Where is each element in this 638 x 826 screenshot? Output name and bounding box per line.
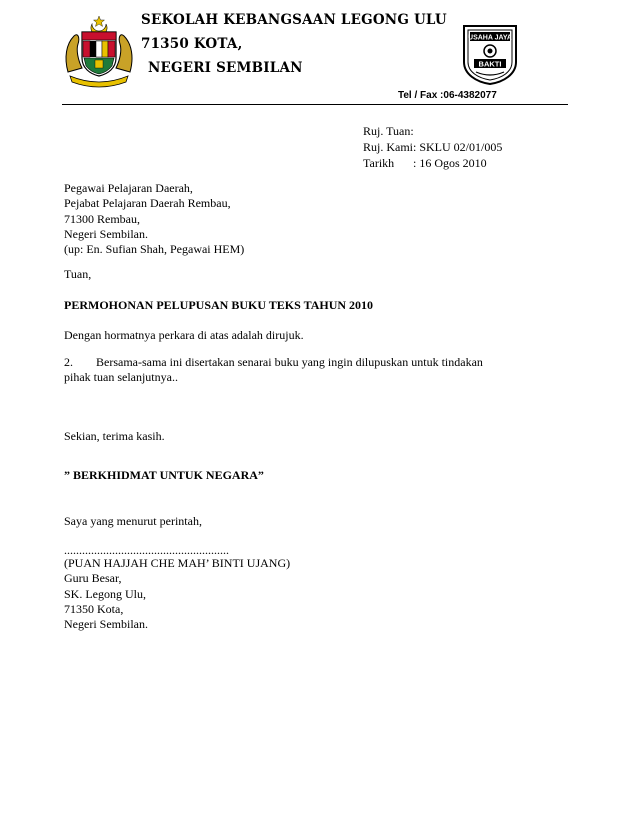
- recipient-line: 71300 Rembau,: [64, 211, 140, 226]
- paragraph-2-line-1: Bersama-sama ini disertakan senarai buku yang ingin dilupuskan untuk tindakan: [96, 355, 483, 369]
- contact-number: Tel / Fax :06-4382077: [398, 90, 497, 101]
- ref-date: [363, 156, 487, 171]
- recipient-line: Pejabat Pelajaran Daerah Rembau,: [64, 196, 231, 211]
- recipient-block: [64, 181, 244, 257]
- motto: ” BERKHIDMAT UNTUK NEGARA”: [64, 468, 264, 482]
- paragraph-1: Dengan hormatnya perkara di atas adalah dirujuk.: [64, 328, 304, 342]
- signatory-name: (PUAN HAJJAH CHE MAH’ BINTI UJANG): [64, 556, 291, 570]
- ref-your: Ruj. Tuan:: [363, 124, 414, 138]
- signature-block: [64, 544, 290, 632]
- paragraph-2: [64, 355, 483, 386]
- badge-motto-top: USAHA JAYA: [468, 34, 512, 42]
- letterhead-divider: [62, 104, 568, 105]
- sign-off: Saya yang menurut perintah,: [64, 514, 202, 528]
- closing: Sekian, terima kasih.: [64, 429, 165, 443]
- signatory-state: Negeri Sembilan.: [64, 617, 148, 632]
- coat-of-arms-logo: [62, 14, 136, 88]
- badge-motto-bottom: BAKTI: [478, 59, 502, 69]
- signatory-school: SK. Legong Ulu,: [64, 586, 146, 601]
- signatory-town: 71350 Kota,: [64, 601, 124, 616]
- recipient-line: (up: En. Sufian Shah, Pegawai HEM): [64, 242, 245, 257]
- ref-date-value: : 16 Ogos 2010: [413, 156, 487, 170]
- signatory-title: Guru Besar,: [64, 571, 122, 586]
- letter-subject: PERMOHONAN PELUPUSAN BUKU TEKS TAHUN 2010: [64, 298, 374, 312]
- school-postcode-town: 71350 KOTA,: [141, 36, 243, 52]
- recipient-line: Pegawai Pelajaran Daerah,: [64, 181, 193, 195]
- ref-date-label: Tarikh: [363, 156, 395, 170]
- signature-dots: .......................................................: [64, 543, 229, 557]
- school-name: SEKOLAH KEBANGSAAN LEGONG ULU: [141, 12, 447, 28]
- recipient-line: Negeri Sembilan.: [64, 226, 148, 241]
- school-badge-logo: [460, 22, 520, 86]
- salutation: Tuan,: [64, 267, 92, 281]
- ref-our: Ruj. Kami: SKLU 02/01/005: [363, 140, 503, 154]
- paragraph-2-line-2: pihak tuan selanjutnya..: [64, 370, 178, 385]
- school-state: NEGERI SEMBILAN: [148, 60, 303, 76]
- paragraph-2-number: 2.: [64, 355, 73, 369]
